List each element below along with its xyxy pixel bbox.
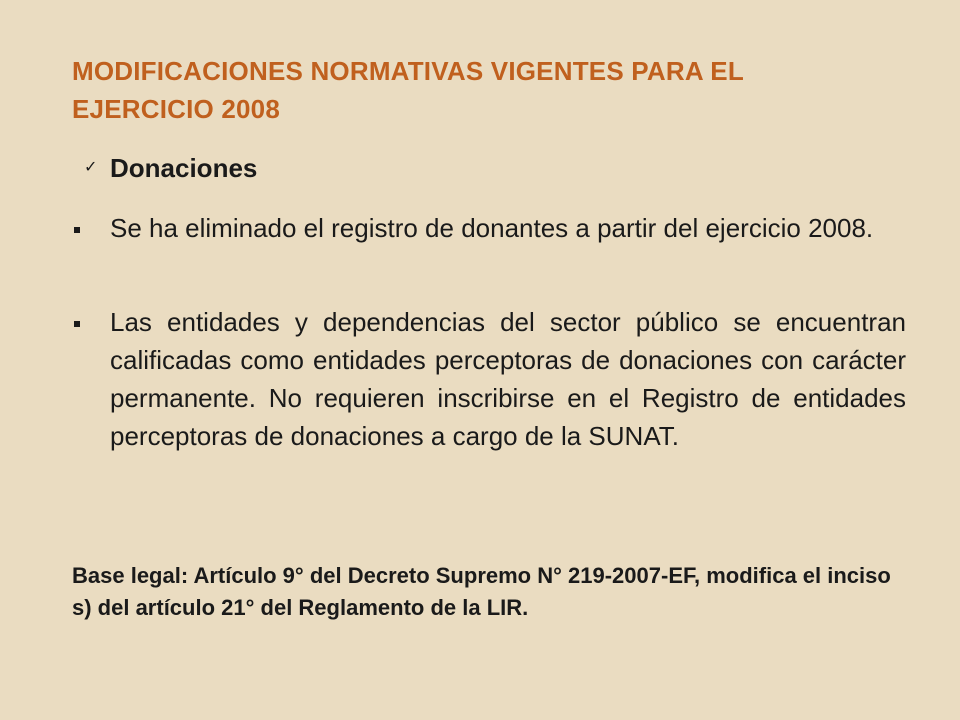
checkmark-icon: ✓ — [84, 159, 98, 176]
square-bullet-icon — [74, 321, 80, 327]
slide-title: MODIFICACIONES NORMATIVAS VIGENTES PARA EL EJERCICIO 2008 — [72, 56, 744, 124]
section-heading-row — [72, 150, 892, 186]
bullet-text: Se ha eliminado el registro de donantes a partir del ejercicio 2008. — [110, 213, 874, 243]
bullet-item — [72, 209, 906, 247]
bullet-item — [72, 303, 906, 455]
section-heading: Donaciones — [110, 153, 258, 183]
square-bullet-icon — [74, 227, 80, 233]
bullet-text: Las entidades y dependencias del sector público se encuentran calificadas como entidades perceptoras de donaciones con carácter permanente. No requieren inscribirse en el Registro de entidades perceptoras de donaciones a cargo de la SUNAT. — [110, 307, 906, 451]
legal-basis: Base legal: Artículo 9° del Decreto Supremo N° 219-2007-EF, modifica el inciso s) del artículo 21° del Reglamento de la LIR. — [72, 563, 891, 620]
